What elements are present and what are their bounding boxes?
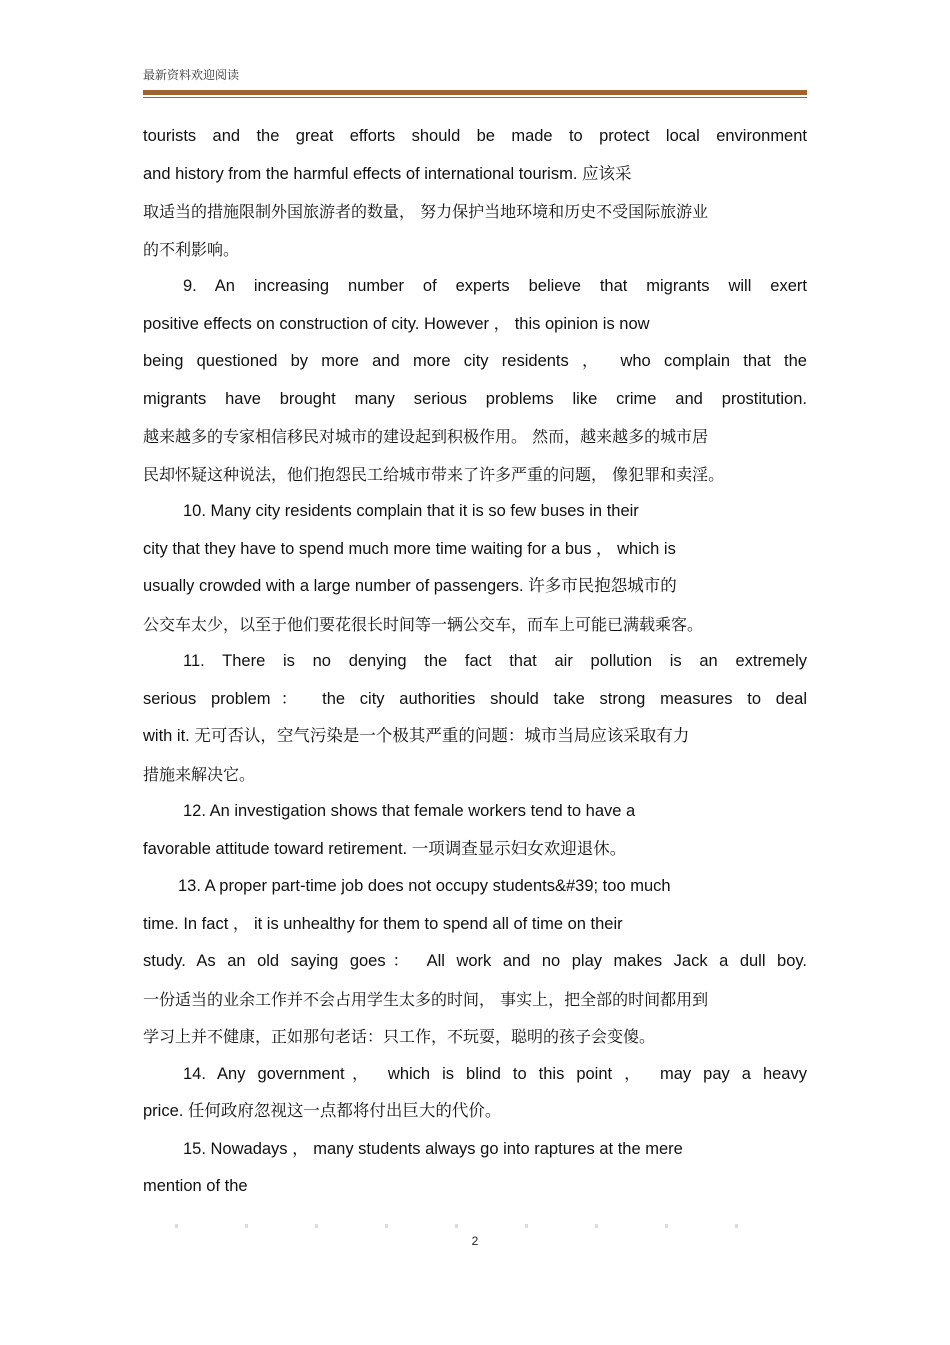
text-line: 11. There is no denying the fact that air pollution is an extremely [183, 652, 807, 670]
text-line: 12. An investigation shows that female workers tend to have a [183, 802, 636, 820]
page-number: 2 [471, 1234, 479, 1248]
text-line: with it. 无可否认，空气污染是一个极其严重的问题：城市当局应该采取有力 [143, 727, 690, 745]
text-line: time. In fact ， it is unhealthy for them to spend all of time on their [143, 914, 623, 933]
text-line: mention of the [143, 1177, 248, 1195]
text-line: 13. A proper part-time job does not occupy students&#39; too much [178, 877, 671, 895]
text-line: 取适当的措施限制外国旅游者的数量， 努力保护当地环境和历史不受国际旅游业 [143, 202, 709, 221]
header-rule-thin [143, 97, 807, 98]
text-line: 9. An increasing number of experts believe that migrants will exert [183, 277, 807, 295]
text-line: positive effects on construction of city. However ， this opinion is now [143, 314, 650, 333]
text-line: 学习上并不健康，正如那句老话：只工作，不玩耍，聪明的孩子会变傻。 [143, 1027, 656, 1046]
text-line: migrants have brought many serious problems like crime and prostitution. [143, 389, 807, 408]
text-line: and history from the harmful effects of international tourism. 应该采 [143, 164, 632, 183]
text-line: city that they have to spend much more time waiting for a bus ， which is [143, 539, 676, 558]
text-line: favorable attitude toward retirement. 一项调查显示妇女欢迎退休。 [143, 839, 627, 858]
text-line: 公交车太少，以至于他们要花很长时间等一辆公交车，而车上可能已满载乘客。 [143, 614, 704, 634]
document-body [143, 118, 807, 1206]
text-line: 措施来解决它。 [143, 764, 256, 784]
text-line: study. As an old saying goes： All work and no play makes Jack a dull boy. [143, 952, 807, 970]
header-rule-thick [143, 90, 807, 95]
text-line: 14. Any government， which is blind to this point ， may pay a heavy [183, 1064, 807, 1083]
text-line: tourists and the great efforts should be made to protect local environment [143, 127, 807, 145]
text-line: 10. Many city residents complain that it is so few buses in their [183, 502, 639, 520]
text-line: 15. Nowadays ， many students always go into raptures at the mere [183, 1139, 683, 1158]
faint-bottom-text [175, 1224, 775, 1228]
text-line: 民却怀疑这种说法，他们抱怨民工给城市带来了许多严重的问题， 像犯罪和卖淫。 [143, 464, 725, 484]
text-line: 越来越多的专家相信移民对城市的建设起到积极作用。 然而，越来越多的城市居 [143, 427, 709, 446]
text-line: serious problem： the city authorities should take strong measures to deal [143, 689, 807, 708]
text-line: 一份适当的业余工作并不会占用学生太多的时间， 事实上，把全部的时间都用到 [143, 989, 709, 1009]
text-line: being questioned by more and more city residents ， who complain that the [143, 352, 807, 370]
text-line: usually crowded with a large number of passengers. 许多市民抱怨城市的 [143, 577, 677, 595]
text-line: 的不利影响。 [143, 239, 240, 259]
running-header: 最新资料欢迎阅读 [143, 68, 240, 82]
text-line: price. 任何政府忽视这一点都将付出巨大的代价。 [143, 1102, 502, 1120]
